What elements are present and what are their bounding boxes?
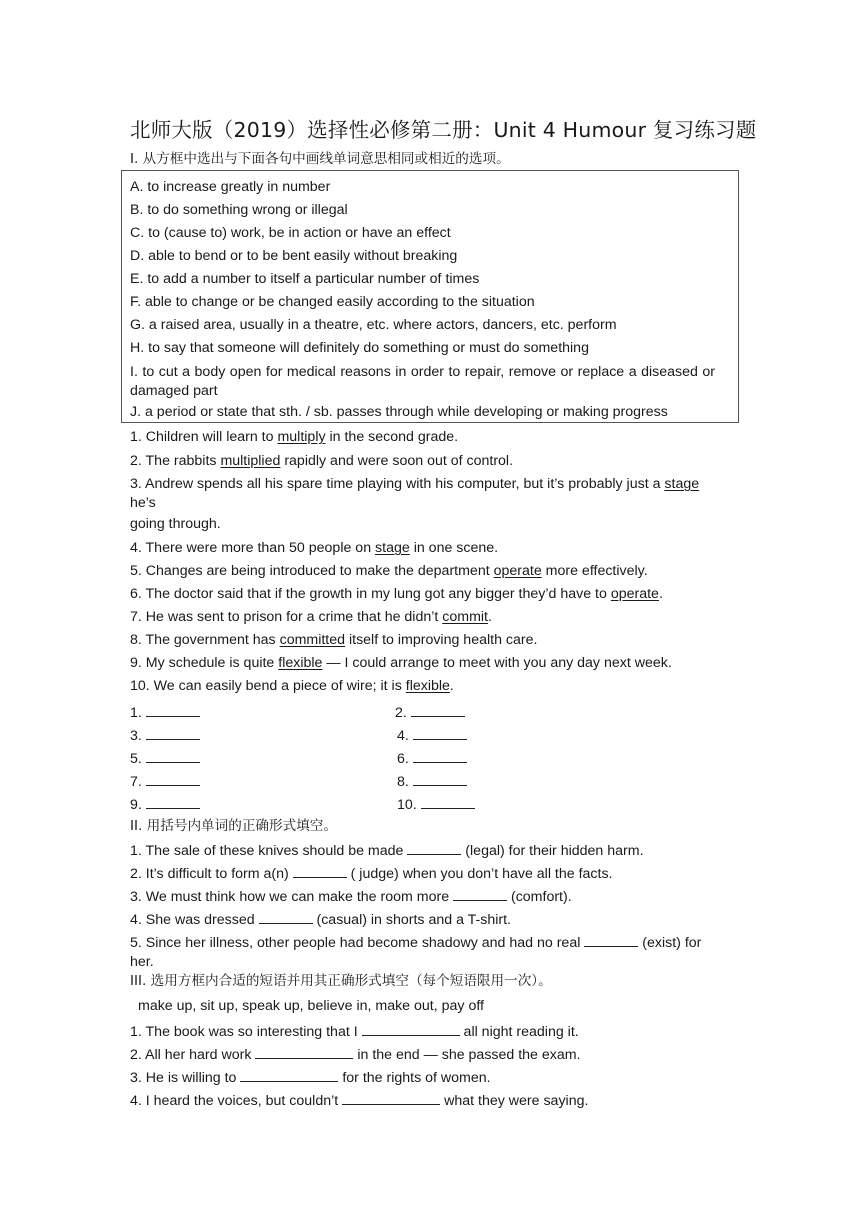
answer-1: 1. — [130, 702, 200, 723]
answer-7: 7. — [130, 771, 200, 792]
section3-item-1: 1. The book was so interesting that I all night reading it. — [130, 1021, 579, 1042]
underlined-word: committed — [279, 632, 346, 648]
sentence-5: 5. Changes are being introduced to make the department operate more effectively. — [130, 563, 648, 579]
section1-heading: I. 从方框中选出与下面各句中画线单词意思相同或相近的选项。 — [130, 151, 510, 167]
underlined-word: operate — [610, 586, 659, 602]
section2-item-4: 4. She was dressed (casual) in shorts and a T-shirt. — [130, 909, 511, 930]
sentence-2: 2. The rabbits multiplied rapidly and were soon out of control. — [130, 453, 514, 469]
option-d: D. able to bend or to be bent easily without breaking — [130, 248, 458, 264]
option-e: E. to add a number to itself a particular number of times — [130, 271, 480, 287]
section3-item-3: 3. He is willing to for the rights of women. — [130, 1067, 491, 1088]
answer-blank[interactable] — [146, 748, 200, 763]
section3-heading: III. 选用方框内合适的短语并用其正确形式填空（每个短语限用一次）。 — [130, 973, 552, 989]
answer-6: 6. — [397, 748, 467, 769]
answer-8: 8. — [397, 771, 467, 792]
answer-4: 4. — [397, 725, 467, 746]
sentence-9: 9. My schedule is quite flexible — I could arrange to meet with you any day next week. — [130, 655, 672, 671]
underlined-word: flexible — [278, 655, 323, 671]
option-h: H. to say that someone will definitely do something or must do something — [130, 340, 589, 356]
sentence-10: 10. We can easily bend a piece of wire; it is flexible. — [130, 678, 454, 694]
sentence-7: 7. He was sent to prison for a crime that he didn’t commit. — [130, 609, 492, 625]
fill-blank[interactable] — [255, 1044, 353, 1059]
underlined-word: flexible — [405, 678, 450, 694]
fill-blank[interactable] — [453, 886, 507, 901]
underlined-word: multiplied — [220, 453, 281, 469]
answer-9: 9. — [130, 794, 200, 815]
option-j: J. a period or state that sth. / sb. passes through while developing or making progress — [130, 404, 668, 420]
answer-blank[interactable] — [146, 794, 200, 809]
answer-blank[interactable] — [421, 794, 475, 809]
sentence-1: 1. Children will learn to multiply in the second grade. — [130, 429, 459, 445]
underlined-word: stage — [375, 540, 410, 556]
answer-5: 5. — [130, 748, 200, 769]
answer-blank[interactable] — [146, 771, 200, 786]
sentence-8: 8. The government has committed itself to improving health care. — [130, 632, 538, 648]
underlined-word: operate — [493, 563, 542, 579]
fill-blank[interactable] — [407, 840, 461, 855]
section2-item-1: 1. The sale of these knives should be made (legal) for their hidden harm. — [130, 840, 644, 861]
sentence-4: 4. There were more than 50 people on stage in one scene. — [130, 540, 499, 556]
answer-2: 2. — [395, 702, 465, 723]
phrase-bank: make up, sit up, speak up, believe in, make out, pay off — [138, 998, 484, 1014]
answer-3: 3. — [130, 725, 200, 746]
fill-blank[interactable] — [584, 932, 638, 947]
section2-item-3: 3. We must think how we can make the room more (comfort). — [130, 886, 572, 907]
option-g: G. a raised area, usually in a theatre, etc. where actors, dancers, etc. perform — [130, 317, 617, 333]
section2-heading: II. 用括号内单词的正确形式填空。 — [130, 818, 337, 834]
sentence-6: 6. The doctor said that if the growth in my lung got any bigger they’d have to operate. — [130, 586, 663, 602]
underlined-word: stage — [664, 476, 700, 492]
option-a: A. to increase greatly in number — [130, 179, 331, 195]
fill-blank[interactable] — [342, 1090, 440, 1105]
fill-blank[interactable] — [240, 1067, 338, 1082]
document-title: 北师大版（2019）选择性必修第二册：Unit 4 Humour 复习练习题 — [130, 118, 757, 142]
sentence-3-continuation: going through. — [130, 516, 221, 532]
underlined-word: multiply — [277, 429, 326, 445]
sentence-3: 3. Andrew spends all his spare time playing with his computer, but it’s probably just a stage he’s — [130, 476, 700, 511]
section2-item-2: 2. It’s difficult to form a(n) ( judge) when you don’t have all the facts. — [130, 863, 612, 884]
answer-blank[interactable] — [413, 771, 467, 786]
section3-item-4: 4. I heard the voices, but couldn’t what they were saying. — [130, 1090, 588, 1111]
answer-blank[interactable] — [411, 702, 465, 717]
option-f: F. able to change or be changed easily according to the situation — [130, 294, 535, 310]
answer-blank[interactable] — [146, 702, 200, 717]
fill-blank[interactable] — [259, 909, 313, 924]
option-i: I. to cut a body open for medical reasons in order to repair, remove or replace a diseased or damaged part — [130, 364, 715, 399]
answer-blank[interactable] — [146, 725, 200, 740]
option-b: B. to do something wrong or illegal — [130, 202, 348, 218]
section2-item-5: 5. Since her illness, other people had become shadowy and had no real (exist) for her. — [130, 932, 715, 972]
section3-item-2: 2. All her hard work in the end — she passed the exam. — [130, 1044, 581, 1065]
underlined-word: commit — [442, 609, 488, 625]
answer-blank[interactable] — [413, 748, 467, 763]
fill-blank[interactable] — [362, 1021, 460, 1036]
option-c: C. to (cause to) work, be in action or have an effect — [130, 225, 451, 241]
answer-blank[interactable] — [413, 725, 467, 740]
answer-10: 10. — [397, 794, 475, 815]
fill-blank[interactable] — [293, 863, 347, 878]
